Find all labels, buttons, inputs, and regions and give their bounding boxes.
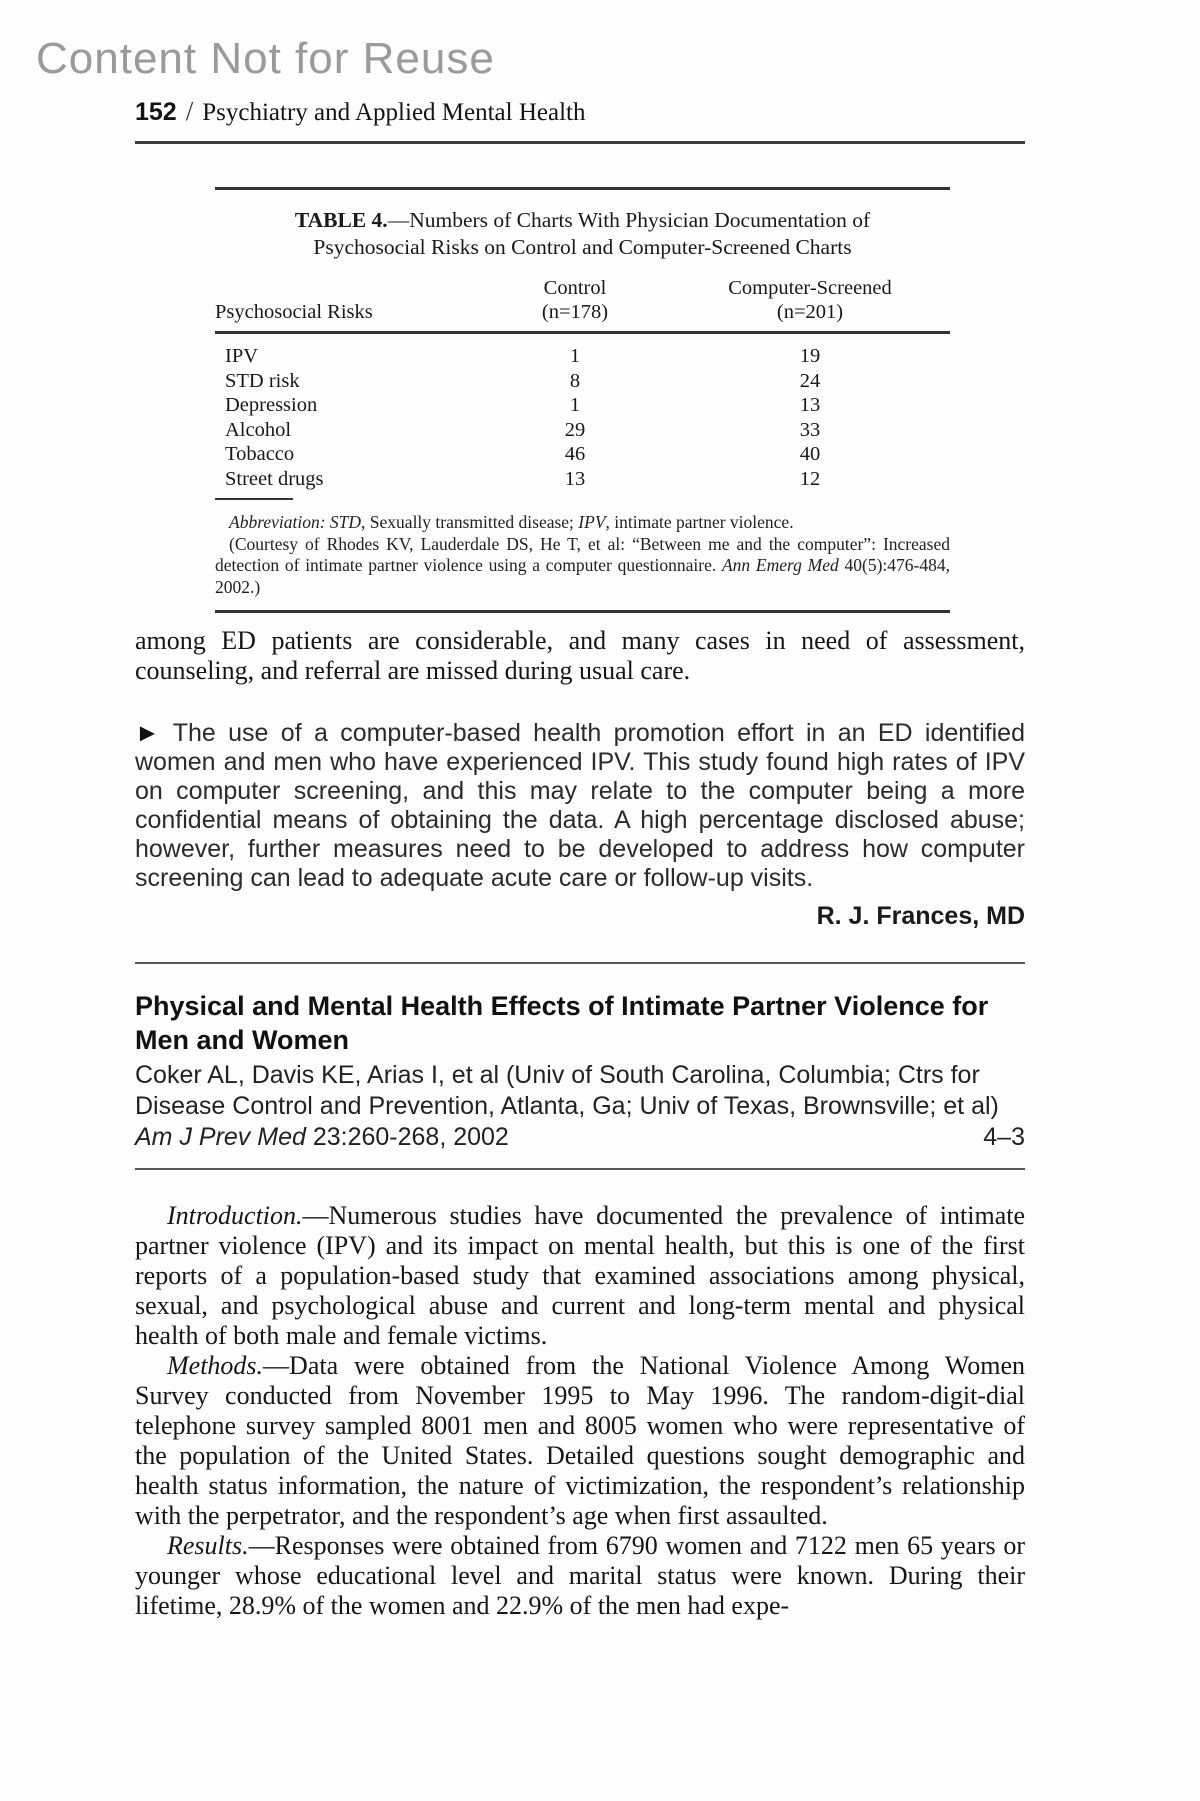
table-sub-rule xyxy=(215,498,293,500)
table-column-headers xyxy=(215,276,950,324)
control-value: 13 xyxy=(564,467,586,490)
citation-volume: 23:260-268, 2002 xyxy=(305,1123,509,1151)
screened-value: 40 xyxy=(799,443,821,465)
table-row xyxy=(215,418,950,443)
abbreviation-text: , Sexually transmitted disease; xyxy=(361,512,579,532)
row-label: STD risk xyxy=(225,369,300,392)
content-not-for-reuse-watermark: Content Not for Reuse xyxy=(36,34,495,83)
column-header-control-line2: (n=178) xyxy=(541,301,609,323)
table-row xyxy=(215,369,950,394)
table-title-text: —Numbers of Charts With Physician Documentation of Psychosocial Risks on Control and Computer-Screened Charts xyxy=(313,208,871,259)
main-text-column xyxy=(135,626,1025,1621)
table-bottom-rule xyxy=(215,610,950,613)
article-header xyxy=(135,989,1025,1153)
article-title: Physical and Mental Health Effects of Intimate Partner Violence for Men and Women xyxy=(135,991,989,1055)
commentary-paragraph xyxy=(135,719,1025,893)
table-title xyxy=(215,207,950,261)
control-value: 8 xyxy=(569,369,581,392)
table-row xyxy=(215,344,950,369)
table-title-label: TABLE 4. xyxy=(294,208,388,232)
screened-value: 19 xyxy=(799,345,821,367)
citation-ref-number: 4–3 xyxy=(983,1123,1025,1151)
results-text: —Responses were obtained from 6790 women and 7122 men 65 years or younger whose educational level and marital status were known. During their lifetime, 28.9% of the women and 22.9% of the men had expe- xyxy=(135,1531,1025,1620)
commentary-text: The use of a computer-based health promotion effort in an ED identified women and men who have experienced IPV. This study found high rates of IPV on computer screening, and this may relate to the computer being a more confidential means of obtaining the data. A high percentage disclosed abuse; however, further measures need to be developed to address how computer screening can lead to adequate acute care or follow-up visits. xyxy=(135,719,1025,892)
table-footnote-courtesy xyxy=(215,534,950,599)
article-citation xyxy=(135,1122,1025,1153)
table-footnotes xyxy=(215,512,950,598)
abbreviation-text-end: , intimate partner violence. xyxy=(605,512,794,532)
table-body xyxy=(215,344,950,491)
table-footnote-abbreviation xyxy=(215,512,950,534)
abbreviation-italic: Abbreviation: STD xyxy=(229,512,362,532)
row-label: IPV xyxy=(225,345,259,367)
results-lead-in: Results. xyxy=(167,1531,249,1560)
arrow-bullet-icon: ► xyxy=(135,719,160,747)
screened-value: 33 xyxy=(799,418,821,441)
table-4-block xyxy=(215,187,950,613)
courtesy-text: (Courtesy of Rhodes KV, Lauderdale DS, He T, et al: “Between me and the computer”: Increased detection of intimate partner violence using a computer questionnaire. xyxy=(215,533,950,575)
section-divider-rule-bottom xyxy=(135,1168,1025,1170)
column-header-psychosocial-risks: Psychosocial Risks xyxy=(215,301,373,323)
screened-value: 24 xyxy=(799,369,821,392)
control-value: 1 xyxy=(569,394,581,416)
row-label: Alcohol xyxy=(225,418,292,441)
row-label: Street drugs xyxy=(225,467,324,490)
column-header-control-line1: Control xyxy=(543,277,607,299)
abstract-sections xyxy=(135,1201,1025,1621)
section-introduction xyxy=(135,1201,1025,1351)
page-number: 152 xyxy=(135,98,177,126)
column-header-control xyxy=(480,276,670,324)
running-head-title: Psychiatry and Applied Mental Health xyxy=(202,99,586,126)
table-row xyxy=(215,467,950,492)
control-value: 29 xyxy=(564,418,586,441)
introduction-text: —Numerous studies have documented the prevalence of intimate partner violence (IPV) and its impact on mental health, but this is one of the first reports of a population-based study that examined associations among physical, sexual, and psychological abuse and current and long-term mental and physical health of both male and female victims. xyxy=(135,1201,1025,1350)
running-head xyxy=(135,96,1025,127)
ipv-italic: IPV xyxy=(578,512,606,532)
table-row xyxy=(215,393,950,418)
journal-name-italic: Ann Emerg Med xyxy=(721,555,839,575)
column-header-computer-screened-line2: (n=201) xyxy=(776,301,844,323)
table-header-rule xyxy=(215,331,950,334)
table-top-rule xyxy=(215,187,950,190)
introduction-lead-in: Introduction. xyxy=(167,1201,303,1230)
slash-separator: / xyxy=(185,96,194,126)
citation-journal xyxy=(135,1122,509,1153)
section-results xyxy=(135,1531,1025,1621)
screened-value: 12 xyxy=(799,467,821,490)
table-row xyxy=(215,442,950,467)
courtesy-text-end: 40(5):476-484, 2002.) xyxy=(215,555,950,597)
column-header-computer-screened xyxy=(670,276,950,324)
commentary-signature: R. J. Frances, MD xyxy=(816,902,1025,930)
continuation-paragraph: among ED patients are considerable, and many cases in need of assessment, counseling, and referral are missed during usual care. xyxy=(135,626,1025,685)
methods-lead-in: Methods. xyxy=(167,1351,264,1380)
column-header-computer-screened-line1: Computer-Screened xyxy=(728,277,892,299)
section-divider-rule-top xyxy=(135,962,1025,964)
control-value: 1 xyxy=(569,345,581,367)
row-label: Depression xyxy=(225,394,318,416)
section-methods xyxy=(135,1351,1025,1531)
row-label: Tobacco xyxy=(225,443,295,465)
control-value: 46 xyxy=(564,443,586,465)
running-head-rule xyxy=(135,141,1025,144)
article-authors: Coker AL, Davis KE, Arias I, et al (Univ of South Carolina, Columbia; Ctrs for Disease Control and Prevention, Atlanta, Ga; Univ of Texas, Brownsville; et al) xyxy=(135,1061,999,1120)
screened-value: 13 xyxy=(799,394,821,416)
journal-title-italic: Am J Prev Med xyxy=(135,1123,306,1151)
methods-text: —Data were obtained from the National Violence Among Women Survey conducted from November 1995 to May 1996. The random-digit-dial telephone survey sampled 8001 men and 8005 women who were representative of the population of the United States. Detailed questions sought demographic and health status information, the nature of victimization, the respondent’s relationship with the perpetrator, and the respondent’s age when first assaulted. xyxy=(135,1351,1025,1530)
